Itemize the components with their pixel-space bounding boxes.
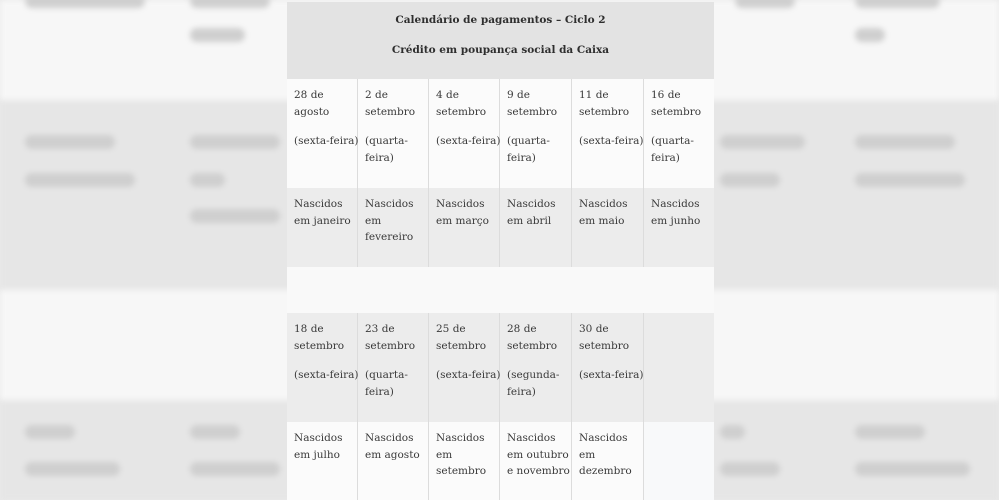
- births-row-1: [287, 188, 714, 267]
- background-ghost-text: [190, 209, 280, 223]
- background-ghost-text: [190, 425, 240, 439]
- background-ghost-text: [190, 462, 280, 476]
- table-header: [287, 2, 714, 79]
- background-ghost-text: [720, 173, 780, 187]
- empty-cell: [644, 313, 714, 422]
- date-cell: 11 de setembro (sexta-feira): [572, 79, 644, 188]
- birth-month-cell: Nascidos em dezembro: [572, 422, 644, 500]
- background-ghost-text: [735, 0, 795, 8]
- date-cell: 4 de setembro (sexta-feira): [429, 79, 500, 188]
- background-ghost-text: [720, 135, 805, 149]
- date-cell: 28 de agosto (sexta-feira): [287, 79, 358, 188]
- background-ghost-text: [190, 173, 225, 187]
- background-ghost-text: [720, 462, 780, 476]
- background-ghost-text: [855, 462, 970, 476]
- empty-cell: [644, 422, 714, 500]
- date-cell: 28 de setembro (segunda- feira): [500, 313, 572, 422]
- background-ghost-text: [25, 462, 120, 476]
- births-row-2: [287, 422, 714, 500]
- date-cell: 9 de setembro (quarta- feira): [500, 79, 572, 188]
- birth-month-cell: Nascidos em setembro: [429, 422, 500, 500]
- birth-month-cell: Nascidos em junho: [651, 198, 701, 227]
- background-ghost-text: [190, 0, 270, 8]
- background-ghost-text: [855, 28, 885, 42]
- background-ghost-text: [855, 0, 940, 8]
- birth-month-cell: Nascidos em janeiro: [287, 188, 358, 267]
- dates-row-1: [287, 79, 714, 188]
- birth-month-cell: Nascidos em abril: [500, 188, 572, 267]
- background-ghost-text: [855, 135, 955, 149]
- date-cell: 18 de setembro (sexta-feira): [287, 313, 358, 422]
- birth-month-cell: Nascidos em agosto: [358, 422, 429, 500]
- birth-month-cell: Nascidos em outubro e novembro: [500, 422, 572, 500]
- birth-month-cell: Nascidos em fevereiro: [358, 188, 429, 267]
- date-cell: 25 de setembro (sexta-feira): [429, 313, 500, 422]
- background-ghost-text: [190, 135, 280, 149]
- date-cell: 16 de setembro (quarta- feira): [651, 89, 702, 164]
- table-subtitle: Crédito em poupança social da Caixa: [391, 44, 610, 56]
- background-ghost-text: [855, 425, 925, 439]
- birth-month-cell: Nascidos em maio: [572, 188, 644, 267]
- birth-month-cell: Nascidos em março: [429, 188, 500, 267]
- background-ghost-text: [25, 425, 75, 439]
- spacer-row: [287, 267, 714, 313]
- background-ghost-text: [25, 135, 115, 149]
- background-ghost-text: [25, 0, 145, 8]
- date-cell: 30 de setembro (sexta-feira): [572, 313, 644, 422]
- background-ghost-text: [720, 425, 745, 439]
- background-ghost-text: [190, 28, 245, 42]
- date-cell: 2 de setembro (quarta- feira): [358, 79, 429, 188]
- payment-calendar-table: [287, 2, 714, 500]
- date-cell: 23 de setembro (quarta- feira): [358, 313, 429, 422]
- background-ghost-text: [25, 173, 135, 187]
- background-ghost-text: [855, 173, 965, 187]
- dates-row-2: [287, 313, 714, 422]
- table-title: Calendário de pagamentos – Ciclo 2: [395, 14, 606, 26]
- birth-month-cell: Nascidos em julho: [287, 422, 358, 500]
